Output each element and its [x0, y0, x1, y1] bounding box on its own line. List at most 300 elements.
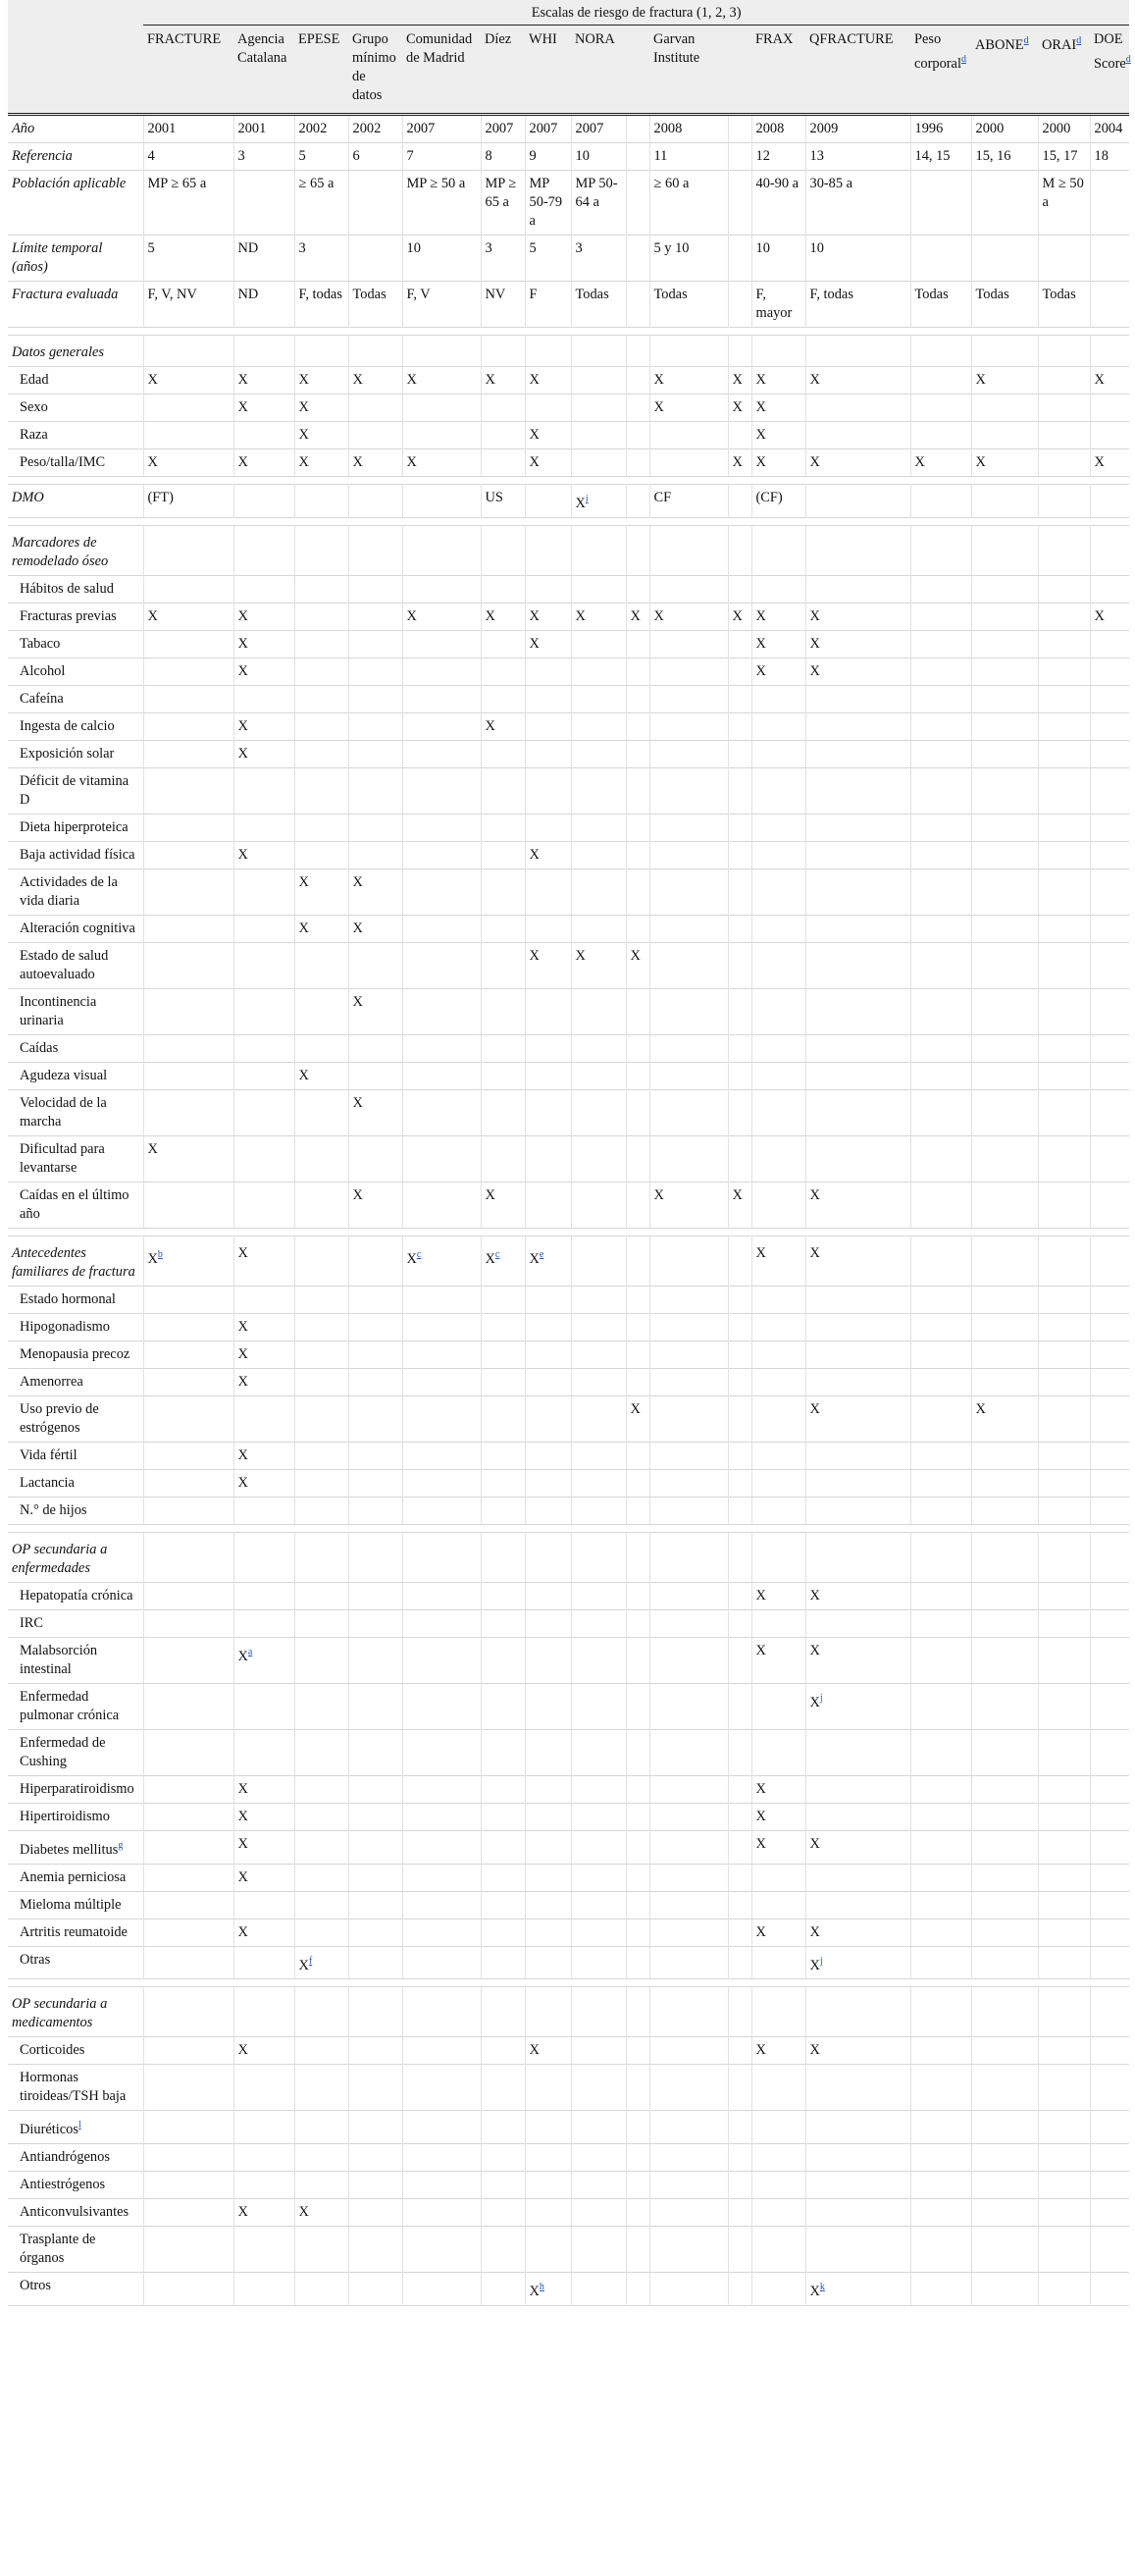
table-cell [971, 1637, 1038, 1683]
table-cell [1090, 171, 1129, 236]
table-cell [728, 2199, 751, 2227]
footnote-link-a[interactable]: a [247, 1646, 253, 1657]
table-cell [805, 841, 910, 868]
table-cell [143, 1062, 233, 1089]
table-cell [971, 1532, 1038, 1582]
table-cell: X [751, 1235, 805, 1286]
table-cell [481, 336, 525, 367]
table-cell [728, 2273, 751, 2306]
table-cell [728, 988, 751, 1034]
row-label: Dificultad para levantarse [20, 1140, 105, 1176]
table-cell [481, 1775, 525, 1803]
table-cell [233, 171, 294, 236]
table-cell [649, 1497, 728, 1524]
table-cell [649, 1442, 728, 1469]
row-label: Lactancia [20, 1474, 75, 1491]
table-cell [233, 1946, 294, 1979]
table-cell [649, 841, 728, 868]
table-cell [910, 1034, 971, 1062]
table-cell [525, 394, 571, 422]
table-cell [1090, 2273, 1129, 2306]
footnote-link-e[interactable]: e [539, 1248, 544, 1260]
table-cell [143, 1683, 233, 1729]
table-cell [143, 2273, 233, 2306]
table-cell [971, 1946, 1038, 1979]
table-cell [571, 1683, 626, 1729]
table-cell [233, 2065, 294, 2111]
table-cell [233, 422, 294, 449]
table-cell [805, 988, 910, 1034]
table-cell [728, 1729, 751, 1775]
table-cell [626, 575, 649, 603]
table-cell [348, 1034, 402, 1062]
table-cell [649, 740, 728, 767]
table-cell [805, 575, 910, 603]
table-cell [649, 1089, 728, 1135]
column-header: Grupo mínimo de datos [348, 26, 402, 115]
table-cell [649, 814, 728, 841]
table-cell [571, 1089, 626, 1135]
footnote-link-j[interactable]: j [819, 1692, 823, 1704]
table-cell [402, 1286, 481, 1313]
table-cell [805, 1775, 910, 1803]
row-label: Caídas en el último año [20, 1186, 129, 1222]
table-cell: 2002 [294, 115, 348, 143]
table-cell: 5 [294, 143, 348, 171]
table-cell [626, 1637, 649, 1683]
footnote-link-d[interactable]: d [1023, 35, 1029, 46]
table-cell [1090, 1182, 1129, 1228]
table-cell [1038, 1987, 1090, 2037]
table-cell [728, 841, 751, 868]
table-cell [910, 171, 971, 236]
table-cell: X [233, 1803, 294, 1830]
table-cell [626, 2144, 649, 2172]
table-row [8, 1313, 1129, 1341]
table-cell [143, 1313, 233, 1341]
table-cell: 2007 [402, 115, 481, 143]
table-cell [525, 1803, 571, 1830]
table-cell [402, 2227, 481, 2273]
table-cell [143, 394, 233, 422]
table-cell [233, 685, 294, 712]
table-cell [294, 575, 348, 603]
section-row [8, 525, 1129, 575]
table-cell [525, 1683, 571, 1729]
table-row [8, 485, 1129, 518]
table-cell [805, 1062, 910, 1089]
table-cell [1090, 942, 1129, 988]
footnote-link-b[interactable]: b [157, 1248, 163, 1260]
table-cell [348, 336, 402, 367]
table-cell [294, 1683, 348, 1729]
table-cell [294, 1609, 348, 1637]
footnote-link-c[interactable]: c [416, 1248, 422, 1260]
footnote-link-c[interactable]: c [494, 1248, 500, 1260]
footnote-link-i[interactable]: i [585, 494, 589, 504]
table-cell: X [571, 603, 626, 630]
table-cell [294, 603, 348, 630]
table-cell [805, 336, 910, 367]
row-label: Peso/talla/IMC [20, 454, 106, 470]
table-cell [805, 1135, 910, 1182]
table-cell [805, 394, 910, 422]
table-cell: X [525, 841, 571, 868]
table-cell [402, 1775, 481, 1803]
table-cell [910, 1891, 971, 1919]
table-cell [971, 2144, 1038, 2172]
table-cell [571, 1235, 626, 1286]
table-cell [294, 1891, 348, 1919]
table-cell [402, 1864, 481, 1891]
table-cell [728, 1891, 751, 1919]
footnote-link-d[interactable]: d [1125, 54, 1131, 65]
table-cell [481, 1497, 525, 1524]
table-cell [971, 575, 1038, 603]
table-cell [728, 2111, 751, 2144]
table-cell [348, 767, 402, 814]
table-cell [233, 336, 294, 367]
table-cell [626, 814, 649, 841]
table-cell [728, 575, 751, 603]
table-row [8, 1946, 1129, 1979]
table-cell [971, 740, 1038, 767]
table-cell [626, 1683, 649, 1729]
table-cell [525, 1891, 571, 1919]
table-cell [571, 422, 626, 449]
table-cell: 10 [571, 143, 626, 171]
table-cell [751, 1729, 805, 1775]
table-cell [525, 1286, 571, 1313]
table-cell [525, 1469, 571, 1497]
table-cell [910, 814, 971, 841]
table-cell [649, 2065, 728, 2111]
table-cell [626, 282, 649, 328]
table-cell: MP 50-79 a [525, 171, 571, 236]
table-cell [1090, 1803, 1129, 1830]
table-cell [728, 1830, 751, 1864]
footnote-link-k[interactable]: k [819, 2282, 825, 2293]
column-header: DOE Score$^d$ [1090, 26, 1129, 115]
table-row [8, 868, 1129, 915]
table-cell [1038, 1089, 1090, 1135]
footnote-link-f[interactable]: f [308, 1955, 313, 1967]
table-cell [805, 485, 910, 518]
table-cell [143, 2037, 233, 2065]
table-cell [294, 712, 348, 740]
table-cell [971, 841, 1038, 868]
table-cell [294, 1803, 348, 1830]
table-cell: 5 y 10 [649, 236, 728, 282]
table-cell: X [233, 1864, 294, 1891]
table-cell: X [525, 367, 571, 394]
table-cell: $X^f$ [294, 1946, 348, 1979]
table-cell: X [805, 1395, 910, 1442]
table-cell [751, 1469, 805, 1497]
table-cell [402, 1609, 481, 1637]
table-cell [626, 1864, 649, 1891]
table-cell [348, 171, 402, 236]
table-row [8, 1830, 1129, 1864]
table-cell [481, 2144, 525, 2172]
table-cell [402, 422, 481, 449]
table-cell [971, 1135, 1038, 1182]
table-cell [402, 485, 481, 518]
table-cell [649, 2172, 728, 2199]
table-cell [1038, 1891, 1090, 1919]
table-cell: $X^h$ [525, 2273, 571, 2306]
table-cell [1090, 630, 1129, 657]
table-cell: X [805, 1582, 910, 1609]
table-cell [481, 1637, 525, 1683]
table-cell [626, 1729, 649, 1775]
table-cell [805, 685, 910, 712]
table-cell: X [525, 449, 571, 477]
column-header: ABONE$^d$ [971, 26, 1038, 115]
table-cell [649, 1286, 728, 1313]
footnote-link-g[interactable]: g [118, 1839, 124, 1851]
table-cell [402, 988, 481, 1034]
table-cell [233, 1395, 294, 1442]
table-cell [1090, 394, 1129, 422]
table-cell [571, 1368, 626, 1395]
spacer-row [8, 1228, 1129, 1235]
table-cell [971, 1919, 1038, 1946]
table-cell [294, 630, 348, 657]
table-cell [143, 841, 233, 868]
table-cell [233, 814, 294, 841]
table-cell [1038, 485, 1090, 518]
table-cell: X [233, 1469, 294, 1497]
table-cell [626, 1034, 649, 1062]
row-label: Cafeína [20, 690, 64, 707]
table-cell [571, 2273, 626, 2306]
column-header: Garvan Institute [649, 26, 728, 115]
table-cell [1038, 1368, 1090, 1395]
table-cell: 15, 16 [971, 143, 1038, 171]
table-row [8, 1864, 1129, 1891]
table-cell [649, 2037, 728, 2065]
row-label: Ingesta de calcio [20, 717, 115, 734]
table-cell [348, 2111, 402, 2144]
table-cell [348, 1609, 402, 1637]
table-cell [402, 1582, 481, 1609]
table-cell [751, 1368, 805, 1395]
table-row [8, 1683, 1129, 1729]
table-cell [481, 1803, 525, 1830]
table-cell: X [294, 367, 348, 394]
table-cell [571, 1182, 626, 1228]
table-cell [294, 1775, 348, 1803]
table-cell [294, 1341, 348, 1368]
table-cell [910, 1582, 971, 1609]
table-cell [649, 1532, 728, 1582]
table-cell [649, 1609, 728, 1637]
table-cell: MP 50-64 a [571, 171, 626, 236]
table-cell [571, 1830, 626, 1864]
table-cell: X [1090, 367, 1129, 394]
table-cell [1038, 2227, 1090, 2273]
table-cell [626, 915, 649, 942]
table-cell [348, 1891, 402, 1919]
table-cell [728, 1062, 751, 1089]
table-cell: X [348, 988, 402, 1034]
row-label: Malabsorción intestinal [20, 1642, 98, 1677]
table-cell [971, 2172, 1038, 2199]
table-cell [1090, 575, 1129, 603]
table-cell [571, 1987, 626, 2037]
table-cell [348, 657, 402, 685]
table-cell [481, 740, 525, 767]
column-header [626, 26, 649, 115]
table-cell [294, 1469, 348, 1497]
table-cell [971, 394, 1038, 422]
table-cell [233, 485, 294, 518]
table-cell [525, 1034, 571, 1062]
table-cell: X [348, 1182, 402, 1228]
table-cell: X [525, 942, 571, 988]
footnote-link-j[interactable]: j [819, 1955, 823, 1967]
column-header: Agencia Catalana [233, 26, 294, 115]
table-row [8, 767, 1129, 814]
table-row [8, 942, 1129, 988]
table-cell [1090, 1034, 1129, 1062]
table-cell [971, 657, 1038, 685]
table-cell [348, 1803, 402, 1830]
table-cell [910, 2227, 971, 2273]
table-cell [402, 1034, 481, 1062]
table-cell: X [626, 1395, 649, 1442]
table-cell [971, 1775, 1038, 1803]
table-cell [294, 2273, 348, 2306]
table-cell [143, 1864, 233, 1891]
table-cell [143, 1034, 233, 1062]
table-cell [626, 657, 649, 685]
table-cell [910, 2065, 971, 2111]
table-cell [402, 1637, 481, 1683]
table-cell [1090, 1442, 1129, 1469]
table-cell [1038, 685, 1090, 712]
table-cell [626, 630, 649, 657]
table-cell [1038, 1395, 1090, 1442]
footnote-link-h[interactable]: h [539, 2282, 544, 2293]
table-cell [233, 915, 294, 942]
table-cell [910, 575, 971, 603]
table-cell [1038, 657, 1090, 685]
table-cell [348, 1469, 402, 1497]
table-cell [649, 1135, 728, 1182]
table-cell: 3 [481, 236, 525, 282]
table-cell [143, 1582, 233, 1609]
table-cell [402, 942, 481, 988]
table-cell [233, 1532, 294, 1582]
table-cell: X [294, 422, 348, 449]
table-cell [571, 1609, 626, 1637]
table-cell [525, 1062, 571, 1089]
table-cell: (FT) [143, 485, 233, 518]
table-cell [1090, 740, 1129, 767]
table-cell [649, 575, 728, 603]
footnote-link-d[interactable]: d [1076, 35, 1082, 46]
table-cell [728, 1341, 751, 1368]
table-cell [805, 868, 910, 915]
table-cell: X [751, 657, 805, 685]
table-cell [571, 1729, 626, 1775]
table-cell [805, 1497, 910, 1524]
table-cell [402, 2172, 481, 2199]
table-cell [805, 767, 910, 814]
row-label: Mieloma múltiple [20, 1896, 122, 1913]
table-cell: X [751, 422, 805, 449]
table-cell [143, 868, 233, 915]
table-cell [143, 1891, 233, 1919]
table-cell: X [525, 422, 571, 449]
row-label: Artritis reumatoide [20, 1923, 128, 1940]
table-cell: X [971, 449, 1038, 477]
table-cell [751, 2273, 805, 2306]
table-cell [143, 767, 233, 814]
table-cell [233, 868, 294, 915]
table-cell [1038, 2144, 1090, 2172]
table-cell [571, 740, 626, 767]
table-cell [1038, 394, 1090, 422]
table-header [8, 0, 1129, 115]
table-cell [143, 1395, 233, 1442]
table-cell [728, 767, 751, 814]
table-cell [910, 1286, 971, 1313]
table-cell [233, 1683, 294, 1729]
table-cell [1090, 1919, 1129, 1946]
table-cell: X [805, 1182, 910, 1228]
table-cell: X [805, 1235, 910, 1286]
table-cell: X [294, 394, 348, 422]
table-cell [1090, 336, 1129, 367]
footnote-link-d[interactable]: d [960, 54, 966, 65]
table-cell [1090, 525, 1129, 575]
table-cell [402, 2037, 481, 2065]
table-cell [728, 2172, 751, 2199]
table-cell [649, 1313, 728, 1341]
table-cell: X [751, 394, 805, 422]
table-cell: X [751, 1803, 805, 1830]
table-cell [1090, 1582, 1129, 1609]
table-cell [348, 394, 402, 422]
row-label: Fractura evaluada [12, 287, 119, 302]
table-cell [571, 915, 626, 942]
table-cell [971, 171, 1038, 236]
table-cell [751, 1089, 805, 1135]
row-label: DMO [12, 490, 44, 505]
table-cell [649, 1341, 728, 1368]
footnote-link-l[interactable]: l [77, 2120, 81, 2131]
table-cell [626, 422, 649, 449]
table-cell [525, 1313, 571, 1341]
table-cell: X [971, 367, 1038, 394]
table-cell [910, 485, 971, 518]
table-row [8, 2273, 1129, 2306]
table-cell [294, 657, 348, 685]
table-row [8, 143, 1129, 171]
table-cell [402, 2273, 481, 2306]
column-header: Díez [481, 26, 525, 115]
table-cell [805, 1286, 910, 1313]
column-header: QFRACTURE [805, 26, 910, 115]
table-cell [626, 2273, 649, 2306]
table-cell [751, 915, 805, 942]
table-cell [805, 1891, 910, 1919]
table-cell: X [751, 449, 805, 477]
table-cell [626, 367, 649, 394]
